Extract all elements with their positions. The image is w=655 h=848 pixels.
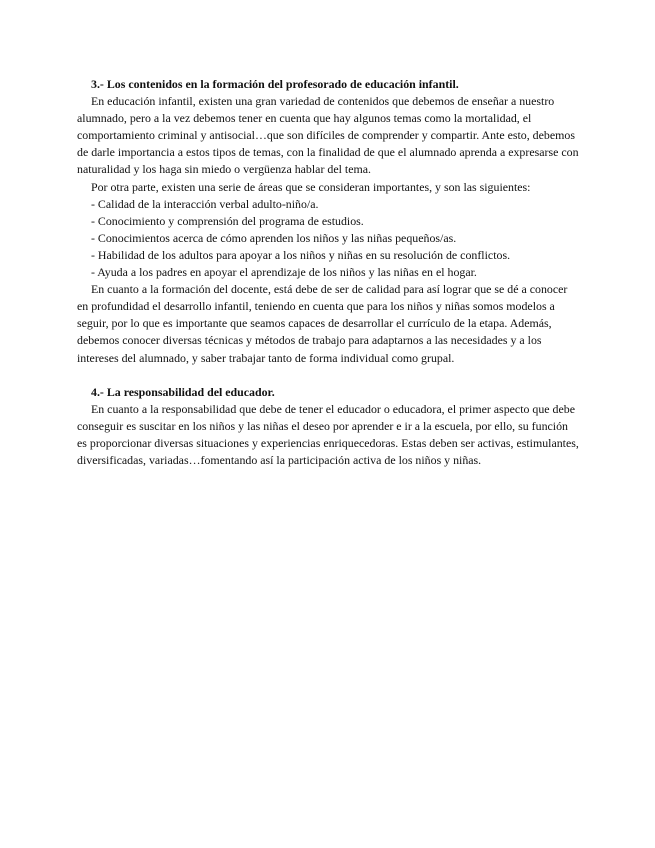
document-page: [77, 76, 579, 469]
section-3-paragraph-2: Por otra parte, existen una serie de áreas que se consideran importantes, y son las siguientes:: [91, 179, 531, 194]
section-3-paragraph-1: En educación infantil, existen una gran variedad de contenidos que debemos de enseñar a nuestro alumnado, pero a la vez debemos tener en cuenta que hay algunos temas como la mortalidad, el comportamiento criminal y antisocial…que son difíciles de comprender y compartir. Ante esto, debemos de darle importancia a estos tipos de temas, con la finalidad de que el alumnado aprenda a expresarse con naturalidad y los haga sin miedo o vergüenza hablar del tema.: [77, 94, 579, 177]
section-3-paragraph-3: En cuanto a la formación del docente, está debe de ser de calidad para así lograr que se dé a conocer en profundidad el desarrollo infantil, teniendo en cuenta que para los niños y niñas somos modelos a seguir, por lo que es importante que seamos capaces de desarrollar el currículo de la etapa. Además, debemos conocer diversas técnicas y métodos de trabajo para adaptarnos a las necesidades y a los intereses del alumnado, y saber trabajar tanto de forma individual como grupal.: [77, 282, 568, 365]
section-3-heading: 3.- Los contenidos en la formación del profesorado de educación infantil.: [91, 77, 459, 91]
section-spacer: [77, 367, 579, 384]
list-item: - Calidad de la interacción verbal adulto-niño/a.: [91, 196, 319, 211]
list-item: - Ayuda a los padres en apoyar el aprendizaje de los niños y las niñas en el hogar.: [91, 265, 477, 280]
section-4-heading: 4.- La responsabilidad del educador.: [91, 384, 275, 399]
areas-list: [77, 196, 579, 281]
section-4-paragraph-1: En cuanto a la responsabilidad que debe de tener el educador o educadora, el primer aspecto que debe conseguir es suscitar en los niños y las niñas el deseo por aprender e ir a la escuela, por ello, su función es proporcionar diversas situaciones y experiencias enriquecedoras. Estas deben ser activas, estimulantes, diversificadas, variadas…fomentando así la participación activa de los niños y niñas.: [77, 401, 579, 467]
list-item: - Habilidad de los adultos para apoyar a los niños y niñas en su resolución de conflictos.: [91, 247, 511, 262]
list-item: - Conocimientos acerca de cómo aprenden los niños y las niñas pequeños/as.: [91, 230, 457, 245]
list-item: - Conocimiento y comprensión del programa de estudios.: [91, 213, 364, 228]
